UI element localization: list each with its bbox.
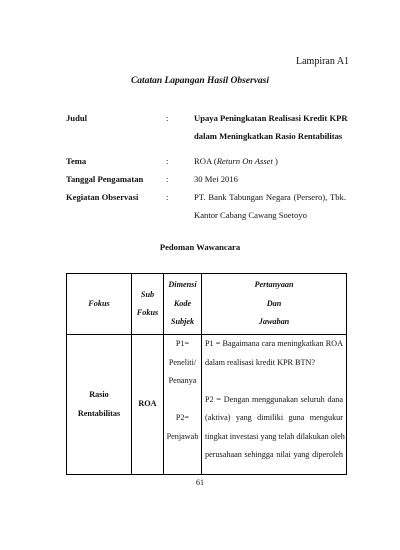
page-number: 61 bbox=[196, 478, 204, 487]
tema-colon: : bbox=[166, 156, 169, 166]
appendix-label: Lampiran A1 bbox=[296, 56, 350, 67]
table-header-row bbox=[67, 274, 347, 335]
tanggal-value: 30 Mei 2016 bbox=[194, 174, 238, 184]
judul-value-line2: dalam Meningkatkan Rasio Rentabilitas bbox=[194, 131, 343, 141]
interview-guide-table bbox=[66, 273, 347, 475]
judul-colon: : bbox=[166, 113, 169, 123]
header-pertanyaan: Pertanyaan Dan Jawaban bbox=[202, 274, 347, 335]
header-fokus: Fokus bbox=[67, 274, 132, 335]
section-title: Pedoman Wawancara bbox=[159, 242, 241, 252]
kegiatan-colon: : bbox=[166, 192, 169, 202]
tema-value-plain: ROA ( bbox=[194, 156, 217, 166]
cell-fokus: Rasio Rentabilitas bbox=[67, 335, 132, 475]
tema-label: Tema bbox=[66, 156, 87, 166]
kegiatan-value-line1: PT. Bank Tabungan Negara (Persero), Tbk. bbox=[194, 192, 346, 202]
cell-sub-fokus: ROA bbox=[132, 335, 164, 475]
cell-pertanyaan-jawaban: P1 = Bagaimana cara meningkatkan ROA dalam realisasi kredit KPR BTN? P2 = Dengan menggunakan seluruh dana (aktiva) yang dimiliki guna mengukur tingkat investasi yang telah dilakukan oleh perusahaan sehingga nilai yang diperoleh bbox=[202, 335, 347, 475]
judul-value-line1: Upaya Peningkatan Realisasi Kredit KPR bbox=[194, 113, 348, 123]
judul-label: Judul bbox=[66, 113, 88, 123]
header-sub-fokus: Sub Fokus bbox=[132, 274, 164, 335]
kegiatan-label: Kegiatan Observasi bbox=[66, 192, 139, 202]
kegiatan-value-line2: Kantor Cabang Cawang Soetoyo bbox=[194, 210, 307, 220]
tema-value-italic: Return On Asset bbox=[216, 156, 273, 166]
header-dimensi: Dimensi Kode Subjek bbox=[164, 274, 202, 335]
tema-value-end: ) bbox=[272, 156, 278, 166]
tanggal-label: Tanggal Pengamatan bbox=[66, 174, 144, 184]
cell-kode-subjek: P1= Peneliti/ Penanya P2= Penjawab bbox=[164, 335, 202, 475]
tanggal-colon: : bbox=[166, 174, 169, 184]
document-title: Catatan Lapangan Hasil Observasi bbox=[130, 76, 270, 86]
tema-value bbox=[194, 156, 278, 166]
table-row bbox=[67, 335, 347, 475]
